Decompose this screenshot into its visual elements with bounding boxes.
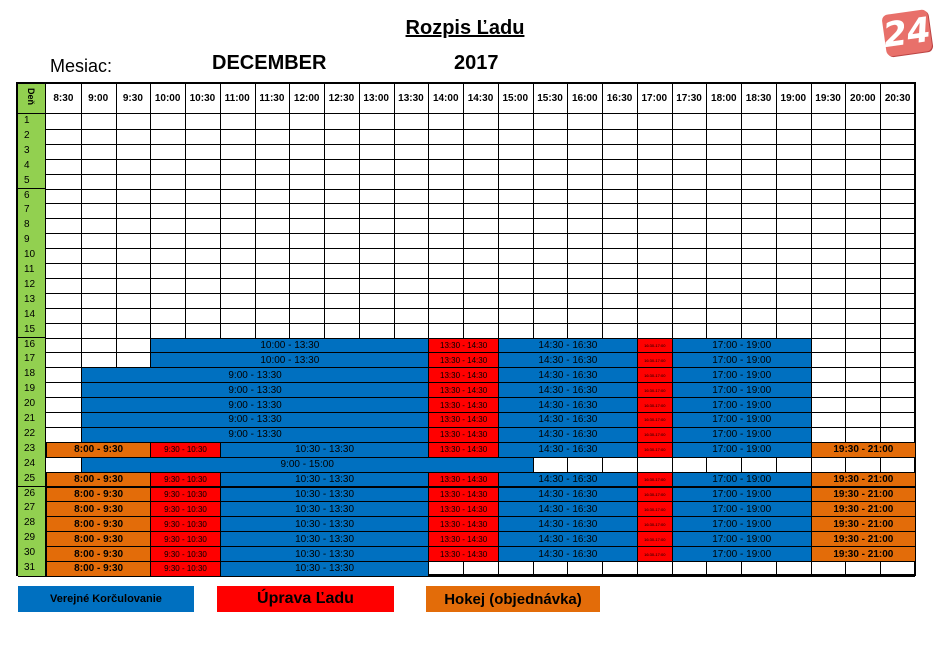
hockey-booking-block[interactable]: 19:30 - 21:00 <box>811 501 916 517</box>
day-cell-31: 31 <box>18 561 46 577</box>
schedule-table <box>16 82 916 576</box>
ice-maintenance-block[interactable]: 16:30-17:00 <box>637 442 673 458</box>
public-skating-block[interactable]: 14:30 - 16:30 <box>498 472 638 488</box>
time-header-9-30: 9:30 <box>116 84 152 114</box>
time-header-20-30: 20:30 <box>880 84 916 114</box>
public-skating-block[interactable]: 10:30 - 13:30 <box>220 442 430 458</box>
hockey-booking-block[interactable]: 19:30 - 21:00 <box>811 546 916 562</box>
ice-maintenance-block[interactable]: 16:30-17:00 <box>637 338 673 354</box>
ice-maintenance-block[interactable]: 13:30 - 14:30 <box>428 546 499 562</box>
day-cell-23: 23 <box>18 442 46 458</box>
public-skating-block[interactable]: 10:30 - 13:30 <box>220 546 430 562</box>
ice-maintenance-block[interactable]: 16:30-17:00 <box>637 352 673 368</box>
schedule-title: Rozpis Ľadu <box>405 17 525 39</box>
ice-maintenance-block[interactable]: 16:30-17:00 <box>637 531 673 547</box>
time-header-10-00: 10:00 <box>150 84 186 114</box>
time-header-11-00: 11:00 <box>220 84 256 114</box>
ice-maintenance-block[interactable]: 16:30-17:00 <box>637 487 673 503</box>
time-header-12-00: 12:00 <box>289 84 325 114</box>
day-cell-12: 12 <box>18 278 46 294</box>
time-header-8-30: 8:30 <box>46 84 82 114</box>
legend-ice-maintenance: Úprava Ľadu <box>217 586 394 612</box>
public-skating-block[interactable]: 17:00 - 19:00 <box>672 472 812 488</box>
grid-hline <box>46 263 915 264</box>
ice-maintenance-block[interactable]: 13:30 - 14:30 <box>428 516 499 532</box>
hockey-booking-block[interactable]: 8:00 - 9:30 <box>46 516 151 532</box>
time-header-14-30: 14:30 <box>463 84 499 114</box>
time-header-19-00: 19:00 <box>776 84 812 114</box>
public-skating-block[interactable]: 14:30 - 16:30 <box>498 367 638 383</box>
public-skating-block[interactable]: 9:00 - 13:30 <box>81 382 430 398</box>
time-header-18-30: 18:30 <box>741 84 777 114</box>
ice-maintenance-block[interactable]: 9:30 - 10:30 <box>150 501 221 517</box>
public-skating-block[interactable]: 17:00 - 19:00 <box>672 427 812 443</box>
ice-maintenance-block[interactable]: 13:30 - 14:30 <box>428 352 499 368</box>
day-cell-24: 24 <box>18 457 46 473</box>
public-skating-block[interactable]: 17:00 - 19:00 <box>672 352 812 368</box>
ice-maintenance-block[interactable]: 9:30 - 10:30 <box>150 487 221 503</box>
ice-maintenance-block[interactable]: 9:30 - 10:30 <box>150 546 221 562</box>
public-skating-block[interactable]: 17:00 - 19:00 <box>672 397 812 413</box>
day-cell-28: 28 <box>18 516 46 532</box>
public-skating-block[interactable]: 17:00 - 19:00 <box>672 412 812 428</box>
public-skating-block[interactable]: 17:00 - 19:00 <box>672 382 812 398</box>
ice-maintenance-block[interactable]: 13:30 - 14:30 <box>428 382 499 398</box>
ice-maintenance-block[interactable]: 13:30 - 14:30 <box>428 442 499 458</box>
public-skating-block[interactable]: 9:00 - 13:30 <box>81 397 430 413</box>
public-skating-block[interactable]: 17:00 - 19:00 <box>672 338 812 354</box>
ice-maintenance-block[interactable]: 16:30-17:00 <box>637 412 673 428</box>
ice-maintenance-block[interactable]: 9:30 - 10:30 <box>150 442 221 458</box>
public-skating-block[interactable]: 10:30 - 13:30 <box>220 531 430 547</box>
day-cell-7: 7 <box>18 203 46 219</box>
time-header-10-30: 10:30 <box>185 84 221 114</box>
logo-24-icon: 24 <box>880 9 934 57</box>
ice-maintenance-block[interactable]: 13:30 - 14:30 <box>428 338 499 354</box>
day-cell-13: 13 <box>18 293 46 309</box>
time-header-15-00: 15:00 <box>498 84 534 114</box>
ice-maintenance-block[interactable]: 16:30-17:00 <box>637 382 673 398</box>
day-cell-18: 18 <box>18 367 46 383</box>
time-header-9-00: 9:00 <box>81 84 117 114</box>
ice-maintenance-block[interactable]: 13:30 - 14:30 <box>428 501 499 517</box>
day-cell-15: 15 <box>18 323 46 339</box>
public-skating-block[interactable]: 14:30 - 16:30 <box>498 338 638 354</box>
day-cell-14: 14 <box>18 308 46 324</box>
public-skating-block[interactable]: 17:00 - 19:00 <box>672 367 812 383</box>
day-cell-30: 30 <box>18 546 46 562</box>
public-skating-block[interactable]: 9:00 - 13:30 <box>81 367 430 383</box>
legend-public-skating: Verejné Korčulovanie <box>18 586 194 612</box>
ice-maintenance-block[interactable]: 16:30-17:00 <box>637 472 673 488</box>
grid-hline <box>46 203 915 204</box>
time-header-15-30: 15:30 <box>533 84 569 114</box>
ice-maintenance-block[interactable]: 16:30-17:00 <box>637 397 673 413</box>
hockey-booking-block[interactable]: 8:00 - 9:30 <box>46 442 151 458</box>
public-skating-block[interactable]: 17:00 - 19:00 <box>672 501 812 517</box>
hockey-booking-block[interactable]: 8:00 - 9:30 <box>46 501 151 517</box>
hockey-booking-block[interactable]: 19:30 - 21:00 <box>811 472 916 488</box>
day-cell-29: 29 <box>18 531 46 547</box>
time-header-12-30: 12:30 <box>324 84 360 114</box>
public-skating-block[interactable]: 9:00 - 13:30 <box>81 412 430 428</box>
time-header-16-00: 16:00 <box>567 84 603 114</box>
time-header-17-00: 17:00 <box>637 84 673 114</box>
public-skating-block[interactable]: 14:30 - 16:30 <box>498 397 638 413</box>
grid-hline <box>46 144 915 145</box>
day-cell-3: 3 <box>18 144 46 160</box>
ice-maintenance-block[interactable]: 16:30-17:00 <box>637 546 673 562</box>
day-header-label: Deň <box>26 88 36 106</box>
ice-maintenance-block[interactable]: 9:30 - 10:30 <box>150 561 221 577</box>
time-header-18-00: 18:00 <box>706 84 742 114</box>
grid-hline <box>46 278 915 279</box>
grid-hline <box>46 308 915 309</box>
ice-maintenance-block[interactable]: 13:30 - 14:30 <box>428 531 499 547</box>
grid-hline <box>46 323 915 324</box>
day-cell-10: 10 <box>18 248 46 264</box>
day-cell-26: 26 <box>18 487 46 503</box>
public-skating-block[interactable]: 14:30 - 16:30 <box>498 546 638 562</box>
hockey-booking-block[interactable]: 8:00 - 9:30 <box>46 546 151 562</box>
hockey-booking-block[interactable]: 8:00 - 9:30 <box>46 487 151 503</box>
ice-maintenance-block[interactable]: 9:30 - 10:30 <box>150 531 221 547</box>
legend-hockey-booking: Hokej (objednávka) <box>426 586 600 612</box>
public-skating-block[interactable]: 14:30 - 16:30 <box>498 352 638 368</box>
hockey-booking-block[interactable]: 8:00 - 9:30 <box>46 561 151 577</box>
month-value: DECEMBER <box>212 52 327 74</box>
ice-maintenance-block[interactable]: 13:30 - 14:30 <box>428 472 499 488</box>
ice-maintenance-block[interactable]: 13:30 - 14:30 <box>428 487 499 503</box>
public-skating-block[interactable]: 14:30 - 16:30 <box>498 516 638 532</box>
grid-hline <box>46 293 915 294</box>
day-header <box>18 84 46 114</box>
hockey-booking-block[interactable]: 19:30 - 21:00 <box>811 516 916 532</box>
time-header-11-30: 11:30 <box>255 84 291 114</box>
public-skating-block[interactable]: 14:30 - 16:30 <box>498 442 638 458</box>
public-skating-block[interactable]: 10:30 - 13:30 <box>220 472 430 488</box>
day-cell-20: 20 <box>18 397 46 413</box>
time-header-14-00: 14:00 <box>428 84 464 114</box>
day-cell-25: 25 <box>18 472 46 488</box>
grid-hline <box>46 159 915 160</box>
hockey-booking-block[interactable]: 19:30 - 21:00 <box>811 442 916 458</box>
day-cell-11: 11 <box>18 263 46 279</box>
public-skating-block[interactable]: 17:00 - 19:00 <box>672 442 812 458</box>
time-header-19-30: 19:30 <box>811 84 847 114</box>
month-label: Mesiac: <box>50 56 113 76</box>
day-cell-1: 1 <box>18 114 46 130</box>
ice-maintenance-block[interactable]: 13:30 - 14:30 <box>428 397 499 413</box>
public-skating-block[interactable]: 17:00 - 19:00 <box>672 546 812 562</box>
grid-hline <box>46 129 915 130</box>
time-header-13-30: 13:30 <box>394 84 430 114</box>
ice-maintenance-block[interactable]: 9:30 - 10:30 <box>150 516 221 532</box>
ice-maintenance-block[interactable]: 13:30 - 14:30 <box>428 427 499 443</box>
ice-maintenance-block[interactable]: 13:30 - 14:30 <box>428 367 499 383</box>
public-skating-block[interactable]: 17:00 - 19:00 <box>672 531 812 547</box>
day-cell-19: 19 <box>18 382 46 398</box>
hockey-booking-block[interactable]: 19:30 - 21:00 <box>811 487 916 503</box>
ice-maintenance-block[interactable]: 16:30-17:00 <box>637 516 673 532</box>
day-cell-17: 17 <box>18 352 46 368</box>
time-header-20-00: 20:00 <box>845 84 881 114</box>
day-cell-21: 21 <box>18 412 46 428</box>
day-cell-16: 16 <box>18 338 46 354</box>
public-skating-block[interactable]: 10:00 - 13:30 <box>150 338 429 354</box>
ice-maintenance-block[interactable]: 16:30-17:00 <box>637 427 673 443</box>
grid-hline <box>46 248 915 249</box>
time-header-17-30: 17:30 <box>672 84 708 114</box>
time-header-13-00: 13:00 <box>359 84 395 114</box>
day-cell-2: 2 <box>18 129 46 145</box>
grid-hline <box>46 233 915 234</box>
time-header-16-30: 16:30 <box>602 84 638 114</box>
public-skating-block[interactable]: 14:30 - 16:30 <box>498 501 638 517</box>
day-cell-22: 22 <box>18 427 46 443</box>
ice-maintenance-block[interactable]: 9:30 - 10:30 <box>150 472 221 488</box>
public-skating-block[interactable]: 10:30 - 13:30 <box>220 561 430 577</box>
day-cell-8: 8 <box>18 218 46 234</box>
day-cell-27: 27 <box>18 501 46 517</box>
day-cell-6: 6 <box>18 189 46 205</box>
year-value: 2017 <box>454 52 499 74</box>
hockey-booking-block[interactable]: 19:30 - 21:00 <box>811 531 916 547</box>
public-skating-block[interactable]: 9:00 - 13:30 <box>81 427 430 443</box>
public-skating-block[interactable]: 14:30 - 16:30 <box>498 427 638 443</box>
grid-hline <box>46 218 915 219</box>
day-cell-4: 4 <box>18 159 46 175</box>
public-skating-block[interactable]: 10:00 - 13:30 <box>150 352 429 368</box>
public-skating-block[interactable]: 14:30 - 16:30 <box>498 382 638 398</box>
public-skating-block[interactable]: 10:30 - 13:30 <box>220 501 430 517</box>
day-cell-9: 9 <box>18 233 46 249</box>
ice-maintenance-block[interactable]: 16:30-17:00 <box>637 367 673 383</box>
grid-hline <box>46 189 915 190</box>
public-skating-block[interactable]: 9:00 - 15:00 <box>81 457 534 473</box>
ice-maintenance-block[interactable]: 13:30 - 14:30 <box>428 412 499 428</box>
hockey-booking-block[interactable]: 8:00 - 9:30 <box>46 531 151 547</box>
grid-hline <box>46 174 915 175</box>
public-skating-block[interactable]: 14:30 - 16:30 <box>498 531 638 547</box>
public-skating-block[interactable]: 17:00 - 19:00 <box>672 487 812 503</box>
hockey-booking-block[interactable]: 8:00 - 9:30 <box>46 472 151 488</box>
public-skating-block[interactable]: 14:30 - 16:30 <box>498 412 638 428</box>
public-skating-block[interactable]: 17:00 - 19:00 <box>672 516 812 532</box>
public-skating-block[interactable]: 10:30 - 13:30 <box>220 487 430 503</box>
public-skating-block[interactable]: 10:30 - 13:30 <box>220 516 430 532</box>
ice-maintenance-block[interactable]: 16:30-17:00 <box>637 501 673 517</box>
day-cell-5: 5 <box>18 174 46 190</box>
public-skating-block[interactable]: 14:30 - 16:30 <box>498 487 638 503</box>
